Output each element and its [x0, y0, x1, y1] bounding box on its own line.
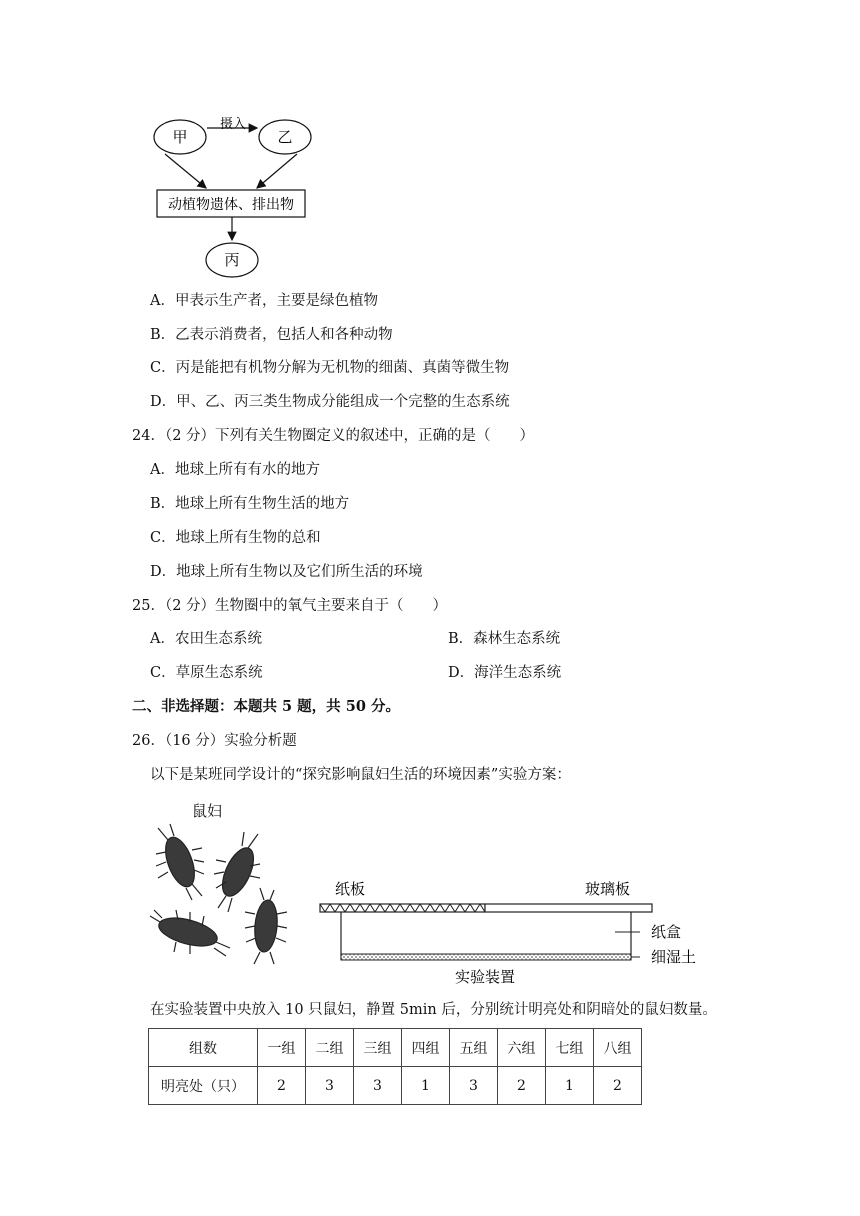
q24-option-a: A．地球上所有有水的地方	[150, 462, 320, 478]
remains-label: 动植物遗体、排出物	[168, 197, 294, 213]
table-group-header: 三组	[354, 1029, 402, 1067]
ingest-label: 摄入	[219, 117, 247, 132]
table-cell: 2	[594, 1067, 642, 1105]
q23-option-d: D．甲、乙、丙三类生物成分能组成一个完整的生态系统	[150, 394, 510, 410]
q25-option-c: C．草原生态系统	[150, 665, 263, 681]
glass-board	[485, 904, 652, 912]
q23-option-b: B．乙表示消费者，包括人和各种动物	[150, 327, 393, 343]
glass-label: 玻璃板	[585, 880, 631, 898]
q23-option-a: A．甲表示生产者，主要是绿色植物	[150, 293, 378, 309]
table-row-label: 明亮处（只）	[149, 1067, 258, 1105]
woodlouse-count-table	[148, 1028, 642, 1105]
q25-option-a: A．农田生态系统	[150, 631, 262, 647]
q25-stem: 25．（2 分）生物圈中的氧气主要来自于（ ）	[132, 598, 448, 614]
woodlouse-illustration	[148, 822, 298, 972]
box-label: 纸盒	[651, 923, 682, 941]
apparatus-caption: 实验装置	[454, 968, 516, 986]
table-group-header: 一组	[258, 1029, 306, 1067]
node-a-label: 甲	[172, 128, 188, 146]
soil-label: 细湿土	[651, 948, 697, 966]
node-b-label: 乙	[277, 128, 293, 146]
table-header-label: 组数	[149, 1029, 258, 1067]
arrow-b-to-box	[257, 154, 297, 188]
ecosystem-diagram	[145, 108, 325, 284]
table-group-header: 八组	[594, 1029, 642, 1067]
table-cell: 2	[258, 1067, 306, 1105]
q24-option-c: C．地球上所有生物的总和	[150, 530, 321, 546]
cardboard-label: 纸板	[335, 880, 366, 898]
table-cell: 2	[498, 1067, 546, 1105]
node-c-label: 丙	[224, 251, 240, 269]
q25-option-d: D．海洋生态系统	[448, 665, 562, 681]
q24-stem: 24．（2 分）下列有关生物圈定义的叙述中，正确的是（ ）	[132, 428, 535, 444]
table-header-row	[149, 1029, 642, 1067]
table-group-header: 四组	[402, 1029, 450, 1067]
q24-option-b: B．地球上所有生物生活的地方	[150, 496, 350, 512]
woodlouse-label: 鼠妇	[192, 802, 223, 820]
q26-procedure: 在实验装置中央放入 10 只鼠妇，静置 5min 后，分别统计明亮处和阴暗处的鼠妇数量。	[150, 1002, 717, 1018]
table-cell: 3	[450, 1067, 498, 1105]
moist-soil	[341, 954, 631, 960]
table-group-header: 七组	[546, 1029, 594, 1067]
table-cell: 1	[402, 1067, 450, 1105]
table-group-header: 五组	[450, 1029, 498, 1067]
table-cell: 3	[306, 1067, 354, 1105]
table-cell: 1	[546, 1067, 594, 1105]
arrow-a-to-box	[165, 154, 206, 188]
table-group-header: 二组	[306, 1029, 354, 1067]
q23-option-c: C．丙是能把有机物分解为无机物的细菌、真菌等微生物	[150, 360, 510, 376]
q24-option-d: D．地球上所有生物以及它们所生活的环境	[150, 564, 423, 580]
q25-option-b: B．森林生态系统	[448, 631, 561, 647]
apparatus-diagram	[315, 872, 710, 987]
table-cell: 3	[354, 1067, 402, 1105]
section-title: 二、非选择题：本题共 5 题，共 50 分。	[132, 698, 400, 715]
table-row	[149, 1067, 642, 1105]
table-group-header: 六组	[498, 1029, 546, 1067]
cardboard-board	[320, 904, 485, 912]
q26-intro: 以下是某班同学设计的“探究影响鼠妇生活的环境因素”实验方案：	[150, 767, 571, 783]
q26-stem: 26．（16 分）实验分析题	[132, 733, 297, 749]
